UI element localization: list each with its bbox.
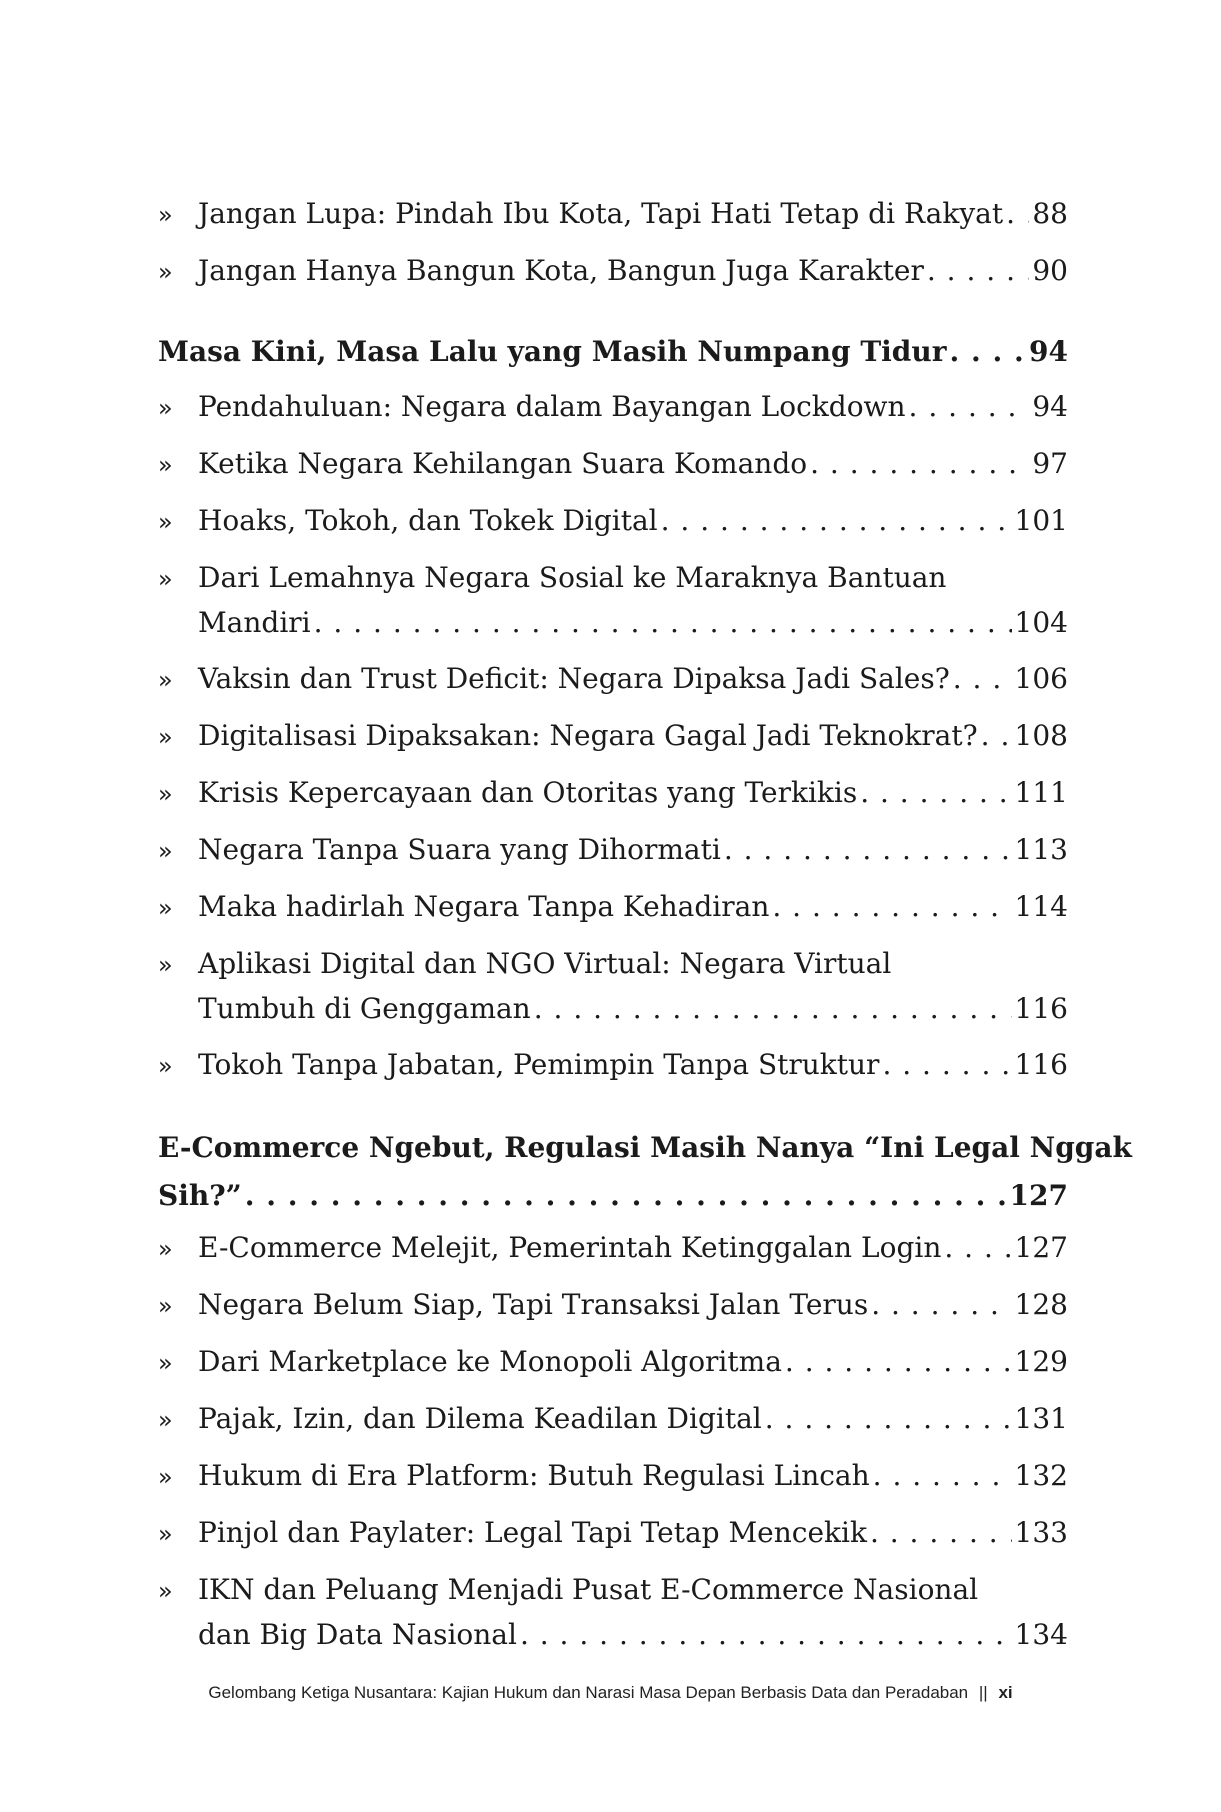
toc-entry-wrapped[interactable] [158,1562,1068,1657]
page-number: 132 [1014,1459,1068,1492]
toc-entry[interactable] [158,493,1068,550]
page-number: 108 [1014,719,1068,752]
entry-title: Negara Tanpa Suara yang Dihormati [198,833,721,866]
entry-title: Krisis Kepercayaan dan Otoritas yang Terkikis [198,776,858,809]
bullet: » [158,258,173,286]
page-number: 116 [1014,992,1068,1025]
page-number: 90 [1032,254,1068,287]
dot-leader [810,436,1029,491]
page-number: 127 [1009,1179,1068,1212]
page-number: 88 [1032,197,1068,230]
page-number: 94 [1032,390,1068,423]
toc-entry-wrapped[interactable] [158,936,1068,1037]
dot-leader [870,1505,1012,1560]
entry-title: E-Commerce Melejit, Pemerintah Ketinggalan Login [198,1231,942,1264]
dot-leader [785,1334,1012,1389]
page-number: 128 [1014,1288,1068,1321]
dot-leader [661,493,1012,548]
page-number: 111 [1014,776,1068,809]
entry-title: Ketika Negara Kehilangan Suara Komando [198,447,808,480]
entry-title: Pajak, Izin, dan Dilema Keadilan Digital [198,1402,762,1435]
toc-entry[interactable] [158,708,1068,765]
bullet: » [158,1235,173,1263]
dot-leader [860,765,1011,820]
page-number-roman: xi [998,1683,1013,1702]
dot-leader [981,708,1012,763]
page-number: 133 [1014,1516,1068,1549]
bullet: » [158,1349,173,1377]
page-number: 94 [1029,335,1068,368]
toc-chapter[interactable] [158,324,1068,379]
bullet: » [158,1463,173,1491]
page-footer [0,1683,1221,1703]
entry-title: Dari Marketplace ke Monopoli Algoritma [198,1345,782,1378]
table-of-contents [158,186,1132,1657]
running-book-title: Gelombang Ketiga Nusantara: Kajian Hukum dan Narasi Masa Depan Berbasis Data dan Peradaban [208,1683,969,1702]
dot-leader [765,1391,1012,1446]
dot-leader [520,1613,1012,1657]
entry-title-line2: Mandiri [198,606,311,639]
bullet: » [158,201,173,229]
entry-title: Tokoh Tanpa Jabatan, Pemimpin Tanpa Struktur [198,1048,880,1081]
page-number: 131 [1014,1402,1068,1435]
footer-separator: || [978,1683,988,1702]
page-number: 101 [1014,504,1068,537]
page-number: 134 [1014,1618,1068,1651]
page-number: 104 [1014,606,1068,639]
entry-title: Jangan Lupa: Pindah Ibu Kota, Tapi Hati Tetap di Rakyat [198,197,1004,230]
entry-title-line1: Aplikasi Digital dan NGO Virtual: Negara Virtual [198,947,892,980]
entry-title: Negara Belum Siap, Tapi Transaksi Jalan Terus [198,1288,869,1321]
bullet: » [158,565,173,593]
dot-leader [245,1172,1007,1220]
bullet: » [158,394,173,422]
toc-entry[interactable] [158,436,1068,493]
page-number: 97 [1032,447,1068,480]
page-number: 129 [1014,1345,1068,1378]
chapter-title: Masa Kini, Masa Lalu yang Masih Numpang Tidur [158,335,947,368]
entry-title: Jangan Hanya Bangun Kota, Bangun Juga Karakter [198,254,924,287]
bullet: » [158,837,173,865]
dot-leader [927,243,1030,298]
toc-entry[interactable] [158,1391,1068,1448]
bullet: » [158,1520,173,1548]
bullet: » [158,666,173,694]
page-number: 113 [1014,833,1068,866]
dot-leader [314,601,1012,645]
bullet: » [158,1577,173,1605]
toc-entry-wrapped[interactable] [158,550,1068,651]
toc-entry[interactable] [158,822,1068,879]
bullet: » [158,723,173,751]
entry-title: Hoaks, Tokoh, dan Tokek Digital [198,504,658,537]
page-number: 116 [1014,1048,1068,1081]
toc-entry[interactable] [158,1505,1068,1562]
entry-title-line2: Tumbuh di Genggaman [198,992,531,1025]
bullet: » [158,894,173,922]
toc-entry[interactable] [158,651,1068,708]
dot-leader [871,1277,1011,1332]
toc-entry[interactable] [158,243,1068,300]
dot-leader [724,822,1012,877]
entry-title-line1: IKN dan Peluang Menjadi Pusat E-Commerce Nasional [198,1573,979,1606]
dot-leader [953,651,1012,706]
toc-entry[interactable] [158,186,1068,243]
toc-entry[interactable] [158,1220,1068,1277]
bullet: » [158,1052,173,1080]
page-number: 106 [1014,662,1068,695]
bullet: » [158,1406,173,1434]
entry-title-line2: dan Big Data Nasional [198,1618,517,1651]
bullet: » [158,951,173,979]
entry-title: Maka hadirlah Negara Tanpa Kehadiran [198,890,770,923]
dot-leader [882,1037,1011,1092]
toc-entry[interactable] [158,379,1068,436]
bullet: » [158,1292,173,1320]
entry-title: Vaksin dan Trust Deficit: Negara Dipaksa Jadi Sales? [198,662,950,695]
dot-leader [944,1220,1011,1275]
chapter-title-line1: E-Commerce Ngebut, Regulasi Masih Nanya “Ini Legal Nggak [158,1131,1132,1164]
entry-title-line1: Dari Lemahnya Negara Sosial ke Maraknya Bantuan [198,561,947,594]
entry-title: Pinjol dan Paylater: Legal Tapi Tetap Mencekik [198,1516,867,1549]
entry-title: Pendahuluan: Negara dalam Bayangan Lockdown [198,390,906,423]
toc-entry[interactable] [158,879,1068,936]
entry-title: Hukum di Era Platform: Butuh Regulasi Lincah [198,1459,870,1492]
toc-entry[interactable] [158,1448,1068,1505]
dot-leader [772,879,1011,934]
entry-title: Digitalisasi Dipaksakan: Negara Gagal Jadi Teknokrat? [198,719,978,752]
toc-entry[interactable] [158,1277,1068,1334]
dot-leader [950,324,1027,379]
dot-leader [909,379,1030,434]
bullet: » [158,451,173,479]
toc-chapter-wrapped[interactable] [158,1118,1132,1220]
bullet: » [158,780,173,808]
dot-leader [873,1448,1012,1503]
dot-leader [1006,186,1029,241]
page-number: 127 [1014,1231,1068,1264]
toc-entry[interactable] [158,1334,1068,1391]
bullet: » [158,508,173,536]
toc-entry[interactable] [158,765,1068,822]
toc-entry[interactable] [158,1037,1068,1094]
chapter-title-line2: Sih?” [158,1179,242,1212]
dot-leader [534,987,1012,1031]
page-number: 114 [1014,890,1068,923]
